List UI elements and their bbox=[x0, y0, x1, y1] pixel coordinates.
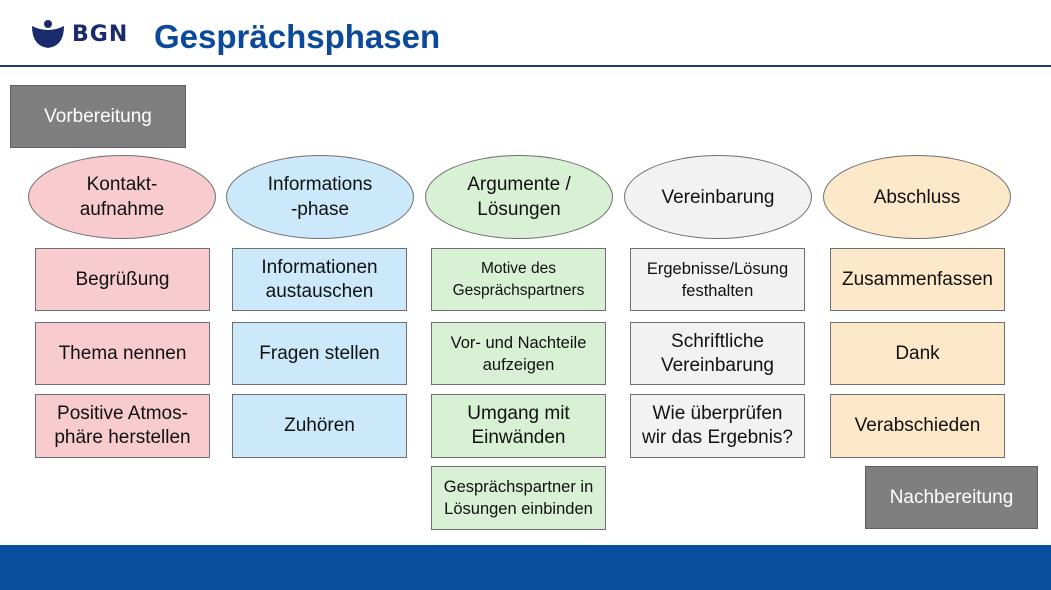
logo-text: BGN bbox=[72, 22, 129, 47]
phase-closing-ellipse: Abschluss bbox=[823, 155, 1011, 239]
agreement-item-verify: Wie überprüfen wir das Ergebnis? bbox=[630, 394, 805, 458]
phase-agreement-ellipse: Vereinbarung bbox=[624, 155, 812, 239]
information-item-listening: Zuhören bbox=[232, 394, 407, 458]
header-divider bbox=[0, 65, 1051, 67]
closing-item-summarize: Zusammenfassen bbox=[830, 248, 1005, 311]
agreement-item-written: Schriftliche Vereinbarung bbox=[630, 322, 805, 385]
bgn-logo-icon bbox=[30, 20, 66, 50]
arguments-item-pros-cons: Vor- und Nachteile aufzeigen bbox=[431, 322, 606, 385]
agreement-item-record-results: Ergebnisse/Lösung festhalten bbox=[630, 248, 805, 311]
information-item-exchange: Informationen austauschen bbox=[232, 248, 407, 311]
closing-item-farewell: Verabschieden bbox=[830, 394, 1005, 458]
footer-bar bbox=[0, 545, 1051, 590]
phase-arguments-ellipse: Argumente / Lösungen bbox=[425, 155, 613, 239]
phase-contact-ellipse: Kontakt- aufnahme bbox=[28, 155, 216, 239]
arguments-item-objections: Umgang mit Einwänden bbox=[431, 394, 606, 458]
contact-item-atmosphere: Positive Atmos- phäre herstellen bbox=[35, 394, 210, 458]
page-title: Gesprächsphasen bbox=[154, 18, 441, 55]
phase-information-ellipse: Informations -phase bbox=[226, 155, 414, 239]
bgn-logo bbox=[30, 20, 130, 52]
preparation-box: Vorbereitung bbox=[10, 85, 186, 148]
information-item-questions: Fragen stellen bbox=[232, 322, 407, 385]
follow-up-box: Nachbereitung bbox=[865, 466, 1038, 529]
contact-item-topic: Thema nennen bbox=[35, 322, 210, 385]
closing-item-thanks: Dank bbox=[830, 322, 1005, 385]
arguments-item-involve-partner: Gesprächspartner in Lösungen einbinden bbox=[431, 466, 606, 530]
arguments-item-motives: Motive des Gesprächspartners bbox=[431, 248, 606, 311]
contact-item-greeting: Begrüßung bbox=[35, 248, 210, 311]
